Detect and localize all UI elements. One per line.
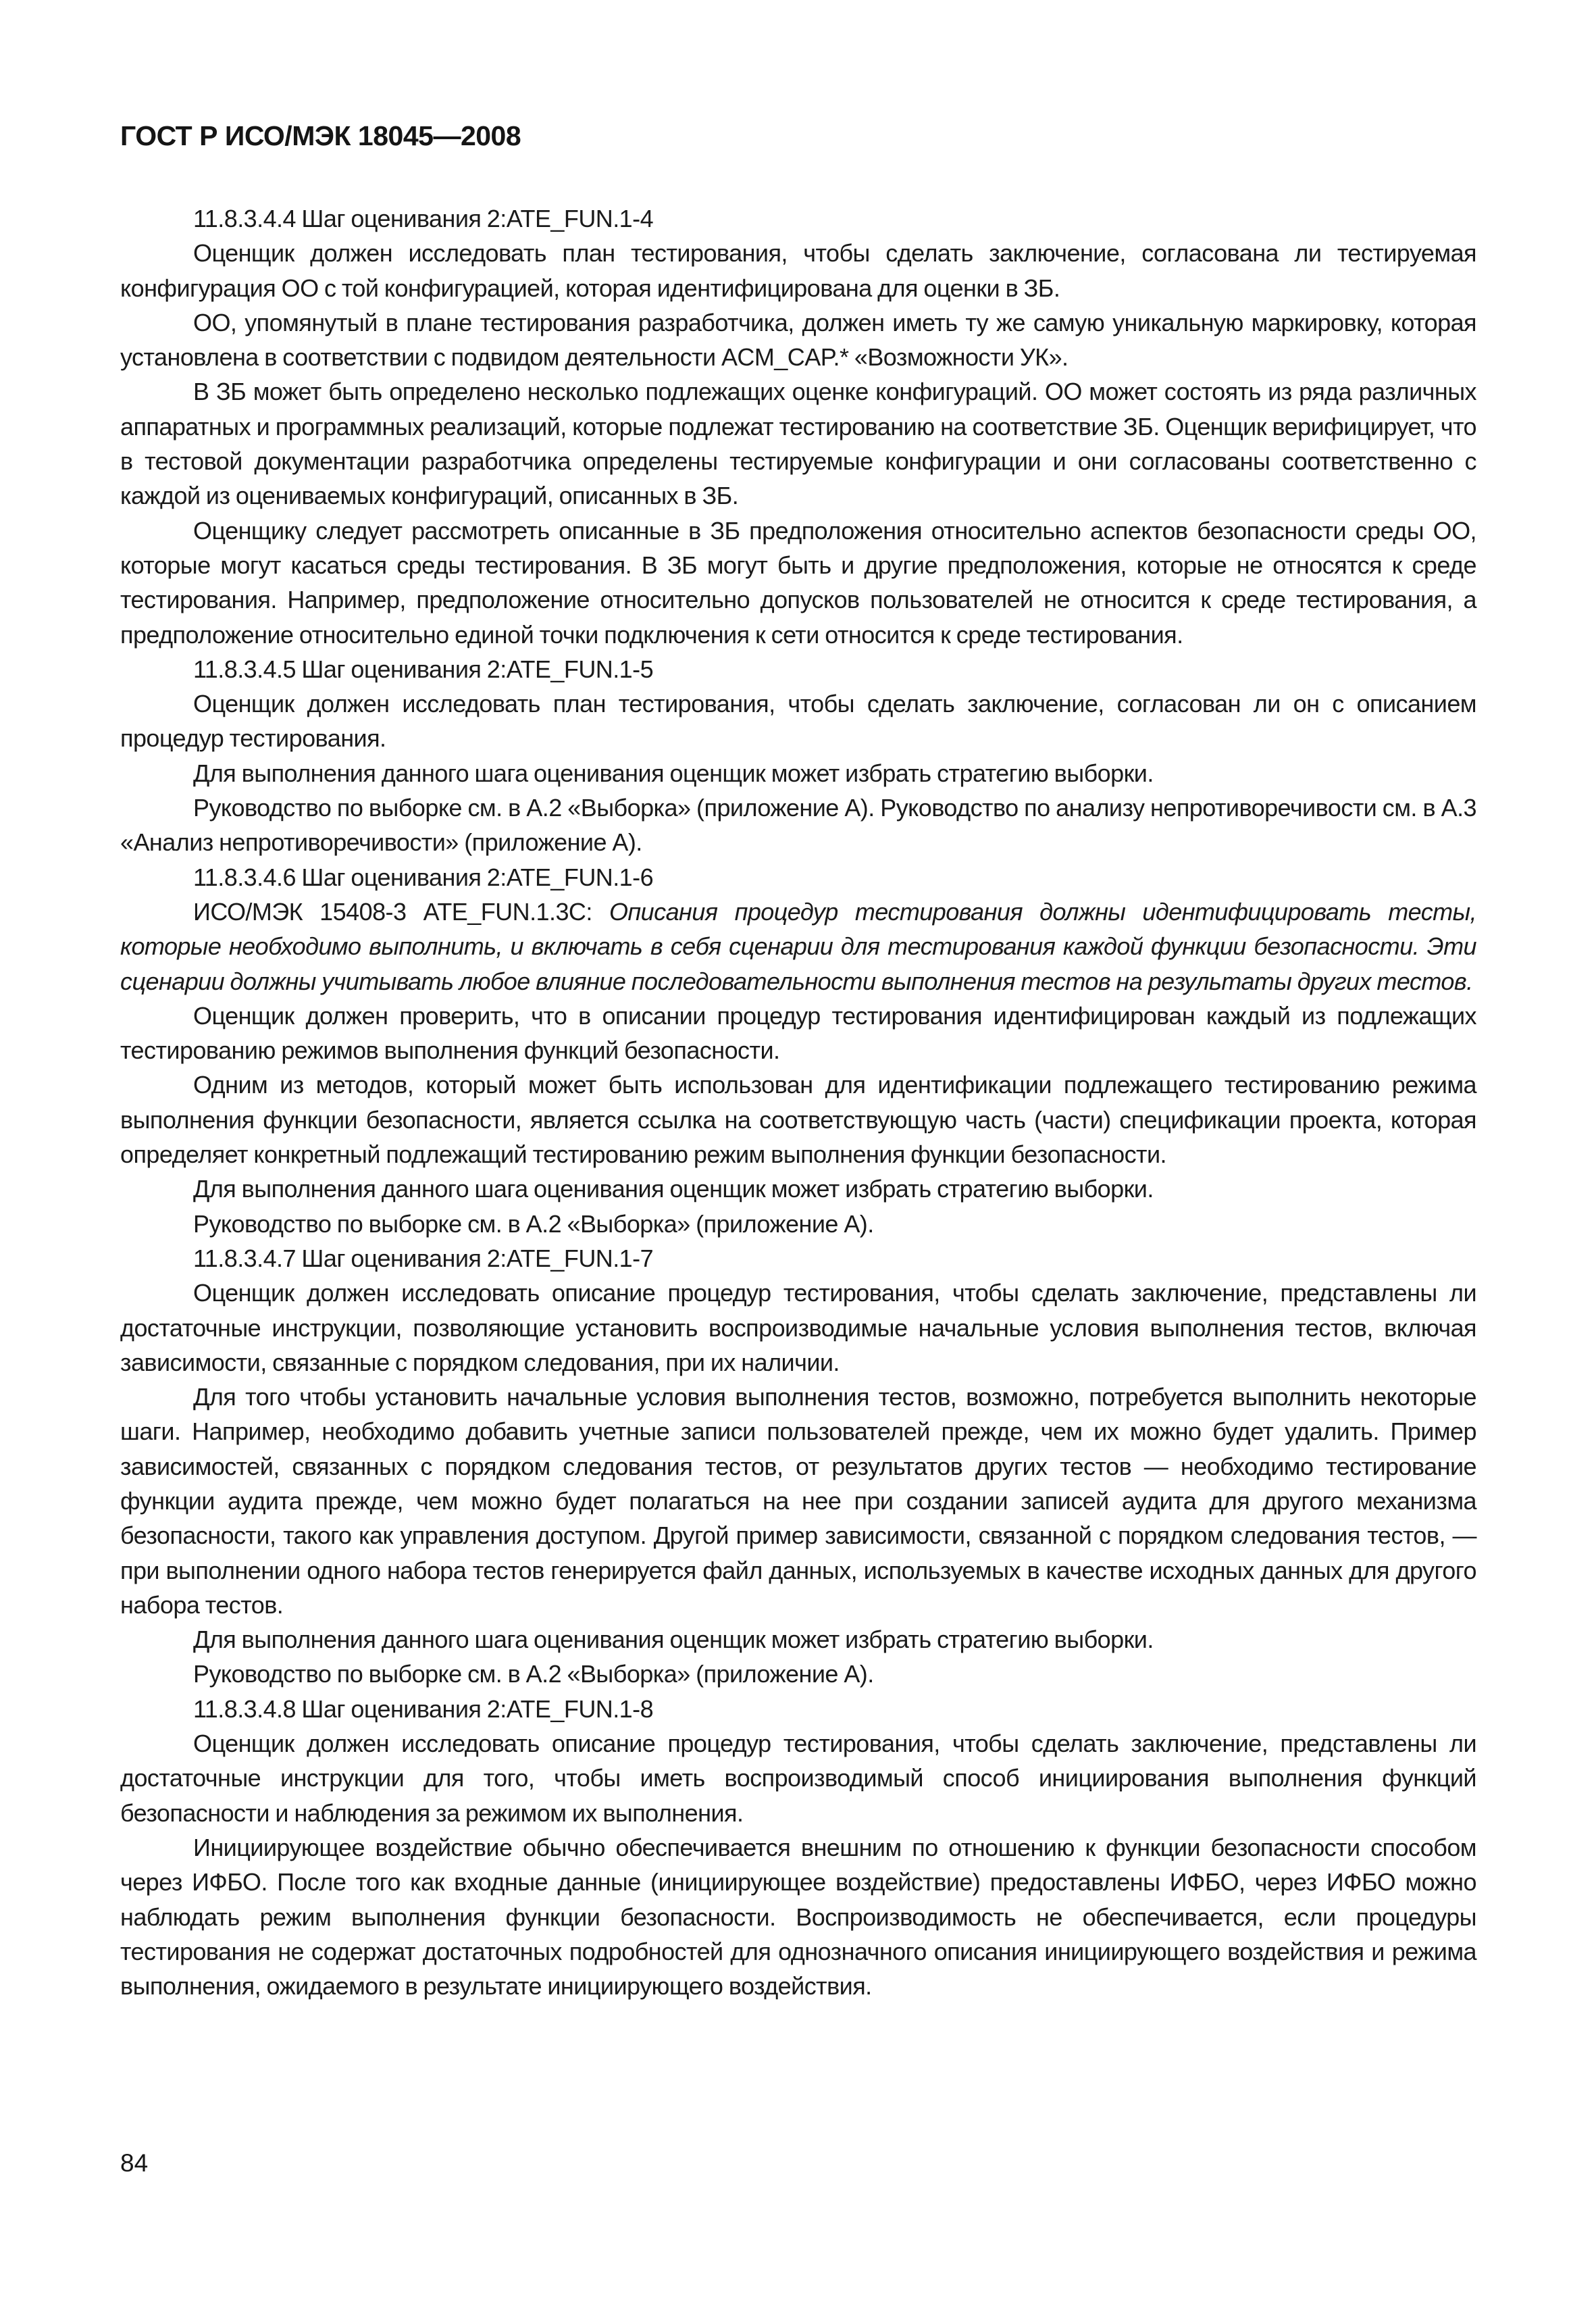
body-paragraph: Оценщик должен исследовать план тестирования, чтобы сделать заключение, согласован ли он с описанием процедур тестирования. xyxy=(120,690,1476,753)
requirement-paragraph xyxy=(120,895,1476,999)
section-heading: 11.8.3.4.6 Шаг оценивания 2:ATE_FUN.1-6 xyxy=(193,863,654,891)
requirement-text: Описания процедур тестирования должны идентифицировать тесты, которые необходимо выполнить, и включать в себя сценарии для тестирования каждой функции безопасности. Эти сценарии должны учитывать любое влияние последовательности выполнения тестов на результаты других тестов. xyxy=(120,897,1476,995)
body-paragraph: Оценщик должен исследовать описание процедур тестирования, чтобы сделать заключение, представлены ли достаточные инструкции для того, чтобы иметь воспроизводимый способ инициирования выполнения функций безопасности и наблюдения за режимом их выполнения. xyxy=(120,1730,1476,1827)
body-paragraph: Руководство по выборке см. в А.2 «Выборка» (приложение А). Руководство по анализу непротиворечивости см. в А.3 «Анализ непротиворечивости» (приложение А). xyxy=(120,794,1476,857)
page-number: 84 xyxy=(120,2149,149,2177)
document-header: ГОСТ Р ИСО/МЭК 18045—2008 xyxy=(120,120,521,151)
body-paragraph: Оценщик должен исследовать план тестирования, чтобы сделать заключение, согласована ли тестируемая конфигурация ОО с той конфигурацией, которая идентифицирована для оценки в ЗБ. xyxy=(120,239,1476,302)
body-paragraph: Инициирующее воздействие обычно обеспечивается внешним по отношению к функции безопасности способом через ИФБО. После того как входные данные (инициирующее воздействие) предоставлены ИФБО, через ИФБО можно наблюдать режим выполнения функции безопасности. Воспроизводимость не обеспечивается, если процедуры тестирования не содержат достаточных подробностей для однозначного описания инициирующего воздействия и режима выполнения, ожидаемого в результате инициирующего воздействия. xyxy=(120,1833,1476,2001)
section-heading: 11.8.3.4.5 Шаг оценивания 2:ATE_FUN.1-5 xyxy=(193,655,654,683)
document-body xyxy=(120,201,1476,2003)
body-paragraph: Одним из методов, который может быть использован для идентификации подлежащего тестированию режима выполнения функции безопасности, является ссылка на соответствующую часть (части) спецификации проекта, которая определяет конкретный подлежащий тестированию режим выполнения функции безопасности. xyxy=(120,1071,1476,1169)
body-paragraph: ОО, упомянутый в плане тестирования разработчика, должен иметь ту же самую уникальную маркировку, которая установлена в соответствии с подвидом деятельности ACM_CAP.* «Возможности УК». xyxy=(120,308,1476,372)
section-heading: 11.8.3.4.4 Шаг оценивания 2:ATE_FUN.1-4 xyxy=(193,205,654,232)
body-paragraph: Для выполнения данного шага оценивания оценщик может избрать стратегию выборки. xyxy=(193,1626,1154,1654)
section-heading: 11.8.3.4.7 Шаг оценивания 2:ATE_FUN.1-7 xyxy=(193,1244,654,1272)
body-paragraph: Для того чтобы установить начальные условия выполнения тестов, возможно, потребуется выполнить некоторые шаги. Например, необходимо добавить учетные записи пользователей прежде, чем их можно будет удалить. Пример зависимостей, связанных с порядком следования тестов, от результатов других тестов — необходимо тестирование функции аудита прежде, чем можно будет полагаться на нее при создании записей аудита для другого механизма безопасности, такого как управления доступом. Другой пример зависимости, связанной с порядком следования тестов, — при выполнении одного набора тестов генерируется файл данных, используемых в качестве исходных данных для другого набора тестов. xyxy=(120,1383,1476,1619)
body-paragraph: Для выполнения данного шага оценивания оценщик может избрать стратегию выборки. xyxy=(193,1175,1154,1203)
requirement-reference: ИСО/МЭК 15408-3 ATE_FUN.1.3C: xyxy=(193,897,609,926)
body-paragraph: Для выполнения данного шага оценивания оценщик может избрать стратегию выборки. xyxy=(193,759,1154,787)
body-paragraph: В ЗБ может быть определено несколько подлежащих оценке конфигураций. ОО может состоять из ряда различных аппаратных и программных реализаций, которые подлежат тестированию на соответствие ЗБ. Оценщик верифицирует, что в тестовой документации разработчика определены тестируемые конфигурации и они согласованы соответственно с каждой из оцениваемых конфигураций, описанных в ЗБ. xyxy=(120,378,1476,510)
body-paragraph: Оценщику следует рассмотреть описанные в ЗБ предположения относительно аспектов безопасности среды ОО, которые могут касаться среды тестирования. В ЗБ могут быть и другие предположения, которые не относятся к среде тестирования. Например, предположение относительно допусков пользователей не относится к среде тестирования, а предположение относительно единой точки подключения к сети относится к среде тестирования. xyxy=(120,516,1476,649)
body-paragraph: Руководство по выборке см. в А.2 «Выборка» (приложение А). xyxy=(193,1660,874,1688)
body-paragraph: Оценщик должен исследовать описание процедур тестирования, чтобы сделать заключение, представлены ли достаточные инструкции, позволяющие установить воспроизводимые начальные условия выполнения тестов, включая зависимости, связанные с порядком следования, при их наличии. xyxy=(120,1279,1476,1376)
body-paragraph: Руководство по выборке см. в А.2 «Выборка» (приложение А). xyxy=(193,1209,874,1238)
body-paragraph: Оценщик должен проверить, что в описании процедур тестирования идентифицирован каждый из подлежащих тестированию режимов выполнения функций безопасности. xyxy=(120,1001,1476,1065)
section-heading: 11.8.3.4.8 Шаг оценивания 2:ATE_FUN.1-8 xyxy=(193,1694,654,1723)
